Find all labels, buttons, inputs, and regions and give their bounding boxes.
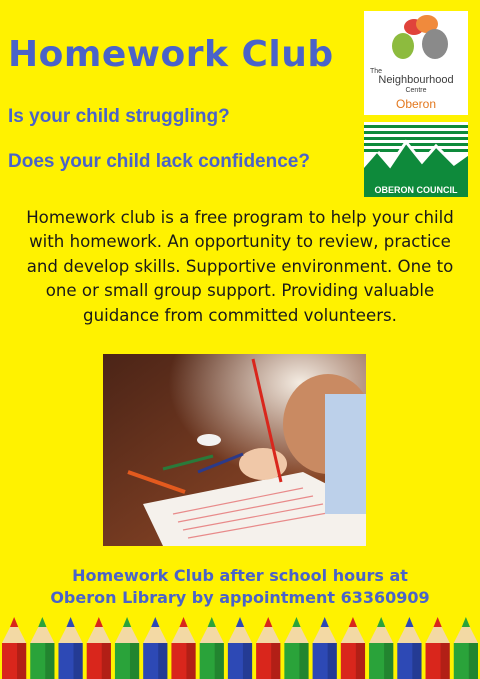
logo-text-centre: Centre [405,87,427,94]
pencil-icon [30,617,54,679]
pencil-icon [369,617,393,679]
bird-green-icon [392,33,414,59]
logo-text-oberon: Oberon [395,97,437,111]
page-title: Homework Club [8,34,334,75]
pencil-icon [454,617,478,679]
neighbourhood-centre-logo [364,11,468,115]
pencil-icon [171,617,195,679]
pencil-icon [397,617,421,679]
pencil-icon [143,617,167,679]
pencil-border [0,615,480,679]
logo-text-the: The [370,68,383,75]
pencil-icon [284,617,308,679]
pencil-icon [228,617,252,679]
council-name: OBERON COUNCIL [364,184,468,197]
pencil-icon [2,617,26,679]
pencil-icon [256,617,280,679]
pencil-icon [341,617,365,679]
footer-contact: Homework Club after school hours at Oberon Library by appointment 63360909 [50,566,430,608]
pencil-icon [426,617,450,679]
question-confidence: Does your child lack confidence? [8,151,310,172]
oberon-council-logo [364,122,468,197]
pencil-icon [313,617,337,679]
pencil-icon [87,617,111,679]
pencil-icon [200,617,224,679]
pencil-icon [115,617,139,679]
council-mountains-icon [364,122,468,184]
child-homework-photo [103,354,366,546]
logo-text-neighbourhood: Neighbourhood [378,74,454,86]
question-struggling: Is your child struggling? [8,106,230,127]
bird-grey-icon [422,29,448,59]
description-paragraph: Homework club is a free program to help your child with homework. An opportunity to review, practice and develop skills. Supportive environment. One to one or small group support. Providing valuable guidance from committed volunteers. [26,208,454,325]
pencil-icon [58,617,82,679]
